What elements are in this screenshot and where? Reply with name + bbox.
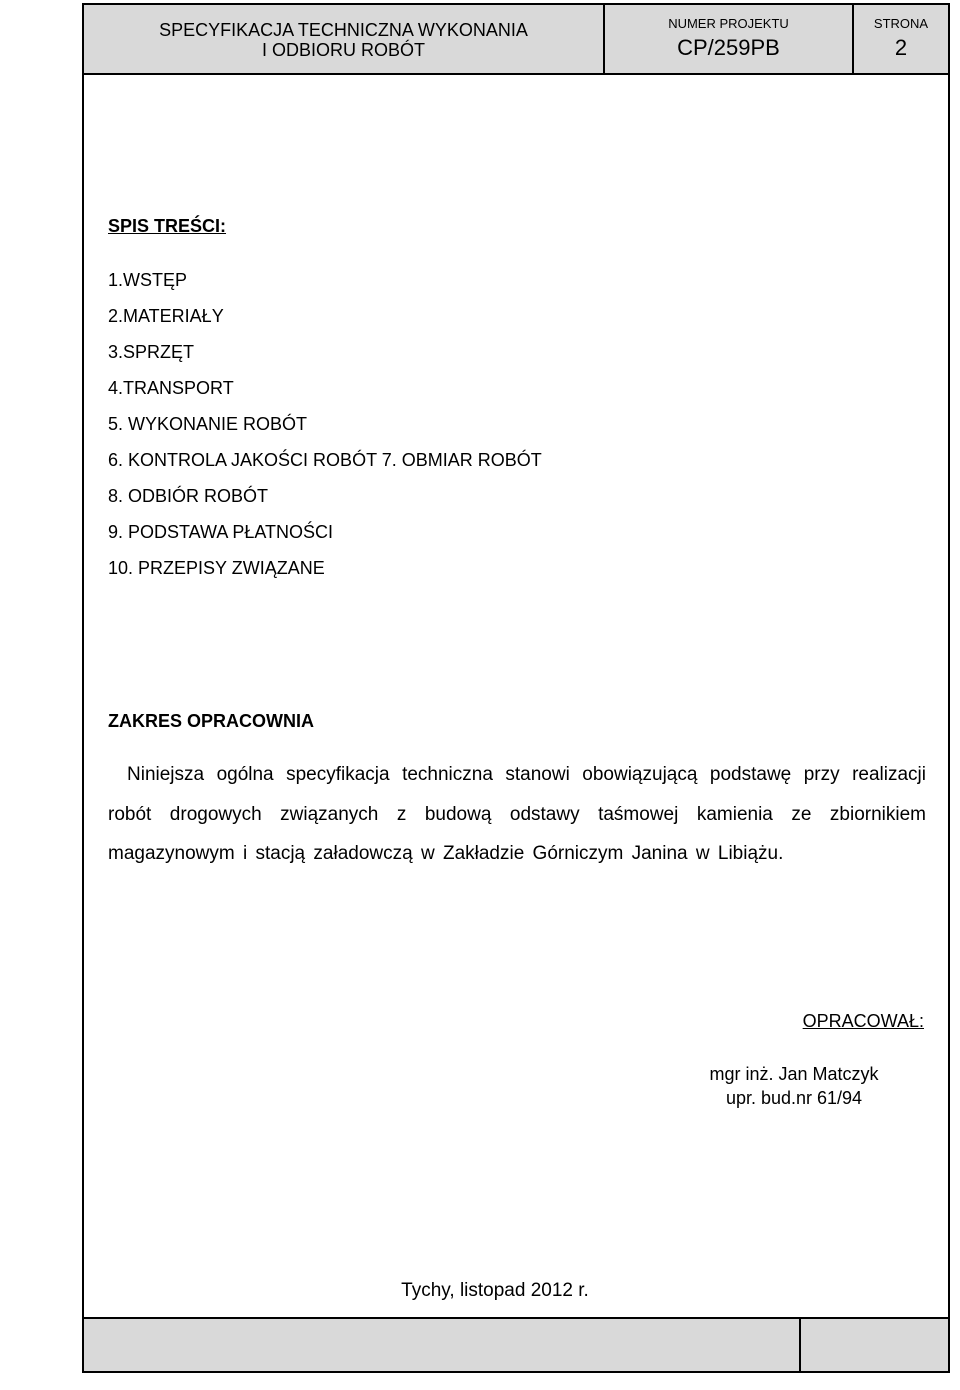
page-header	[84, 5, 948, 75]
author-name: mgr inż. Jan Matczyk	[709, 1064, 879, 1084]
toc-item: 3.SPRZĘT	[108, 342, 195, 362]
document-title-line-1: SPECYFIKACJA TECHNICZNA WYKONANIA	[159, 20, 528, 40]
page-frame	[82, 3, 950, 1373]
document-title-line-2: I ODBIORU ROBÓT	[261, 40, 425, 60]
toc-heading: SPIS TREŚCI:	[108, 216, 227, 236]
project-number-value: CP/259PB	[677, 35, 780, 60]
table-of-contents	[108, 262, 926, 586]
page-number-value: 2	[894, 35, 908, 60]
page-number-label: STRONA	[873, 16, 929, 31]
page-footer	[84, 1317, 948, 1371]
footer-right-cell	[801, 1319, 948, 1371]
scope-heading: ZAKRES OPRACOWNIA	[108, 711, 314, 731]
project-number-cell	[605, 5, 854, 73]
toc-item: 5. WYKONANIE ROBÓT	[108, 414, 308, 434]
toc-item: 4.TRANSPORT	[108, 378, 234, 398]
toc-item: 8. ODBIÓR ROBÓT	[108, 486, 269, 506]
author-label: OPRACOWAŁ:	[802, 1011, 924, 1031]
project-number-label: NUMER PROJEKTU	[668, 16, 789, 31]
toc-item: 9. PODSTAWA PŁATNOŚCI	[108, 522, 334, 542]
document-title-cell	[84, 5, 605, 73]
toc-item: 2.MATERIAŁY	[108, 306, 224, 326]
place-and-date: Tychy, listopad 2012 r.	[401, 1280, 589, 1301]
author-license: upr. bud.nr 61/94	[725, 1088, 863, 1108]
scope-paragraph: Niniejsza ogólna specyfikacja techniczna stanowi obowiązującą podstawę przy realizacji robót drogowych związanych z budową odstawy taśmowej kamienia ze zbiornikiem magazynowym i stacją załadowczą w Zakładzie Górniczym Janina w Libiążu.	[108, 764, 926, 864]
toc-item: 10. PRZEPISY ZWIĄZANE	[108, 558, 325, 578]
toc-item: 6. KONTROLA JAKOŚCI ROBÓT 7. OBMIAR ROBÓT	[108, 450, 542, 470]
toc-item: 1.WSTĘP	[108, 270, 188, 290]
page-number-cell	[854, 5, 948, 73]
footer-left-cell	[84, 1319, 801, 1371]
